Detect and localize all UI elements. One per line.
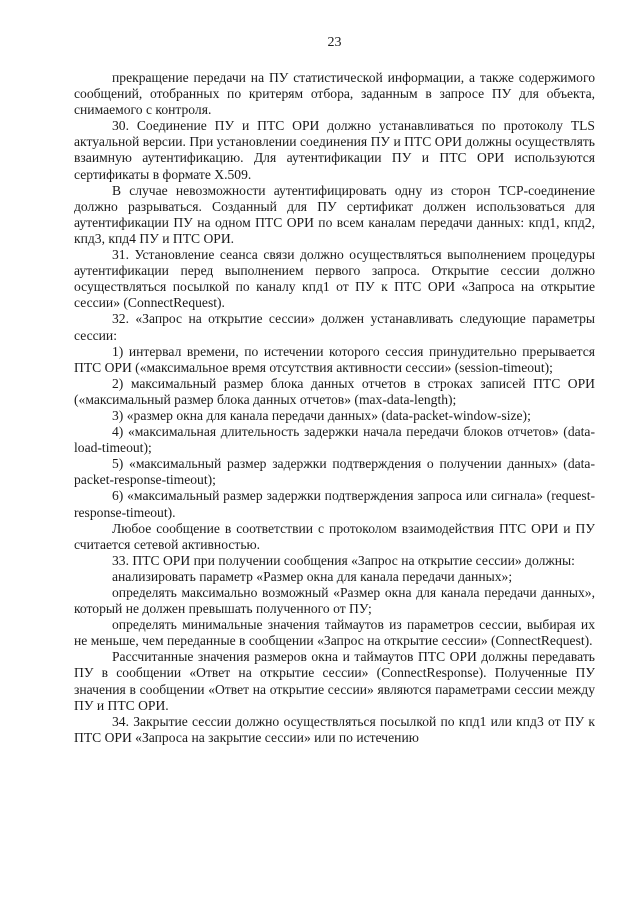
paragraph: 31. Установление сеанса связи должно осуществляться выполнением процедуры аутентификации перед выполнением первого запроса. Открытие сессии должно осуществляться посылкой по каналу кпд1 от ПУ к ПТС ОРИ «Запроса на открытие сессии» (ConnectRequest). — [74, 247, 595, 311]
paragraph: Рассчитанные значения размеров окна и таймаутов ПТС ОРИ должны передавать ПУ в сообщении «Ответ на открытие сессии» (ConnectResponse). Полученные ПУ значения в сообщении «Ответ на открытие сессии» являются параметрами сессии между ПУ и ПТС ОРИ. — [74, 649, 595, 713]
paragraph: определять максимально возможный «Размер окна для канала передачи данных», который не должен превышать полученного от ПУ; — [74, 585, 595, 617]
paragraph: 34. Закрытие сессии должно осуществляться посылкой по кпд1 или кпд3 от ПУ к ПТС ОРИ «Запроса на закрытие сессии» или по истечению — [74, 713, 595, 745]
paragraph: 4) «максимальная длительность задержки начала передачи блоков отчетов» (data-load-timeout); — [74, 424, 595, 456]
paragraph: 33. ПТС ОРИ при получении сообщения «Запрос на открытие сессии» должны: — [112, 552, 575, 568]
paragraph: 5) «максимальный размер задержки подтверждения о получении данных» (data-packet-response-timeout); — [74, 456, 595, 488]
document-page — [74, 34, 595, 746]
paragraph: Любое сообщение в соответствии с протоколом взаимодействия ПТС ОРИ и ПУ считается сетевой активностью. — [74, 520, 595, 552]
paragraph: определять минимальные значения таймаутов из параметров сессии, выбирая их не меньше, чем переданные в сообщении «Запрос на открытие сессии» (ConnectRequest). — [74, 617, 595, 649]
paragraph: 30. Соединение ПУ и ПТС ОРИ должно устанавливаться по протоколу TLS актуальной версии. При установлении соединения ПУ и ПТС ОРИ должны осуществлять взаимную аутентификацию. Для аутентификации ПУ и ПТС ОРИ используются сертификаты в формате X.509. — [74, 118, 595, 182]
body-text — [74, 70, 595, 746]
paragraph: прекращение передачи на ПУ статистической информации, а также содержимого сообщений, отобранных по критерям отбора, заданным в запросе ПУ для объекта, снимаемого с контроля. — [74, 70, 595, 118]
paragraph: 32. «Запрос на открытие сессии» должен устанавливать следующие параметры сессии: — [74, 311, 595, 343]
paragraph: 3) «размер окна для канала передачи данных» (data-packet-window-size); — [112, 407, 531, 423]
page-number: 23 — [327, 35, 342, 50]
paragraph: анализировать параметр «Размер окна для канала передачи данных»; — [112, 568, 513, 584]
paragraph: 2) максимальный размер блока данных отчетов в строках записей ПТС ОРИ («максимальный размер блока данных отчетов» (max-data-length); — [74, 375, 595, 407]
paragraph: В случае невозможности аутентифицировать одну из сторон TCP-соединение должно разрываться. Созданный для ПУ сертификат должен использоваться для аутентификации ПУ на одном ПТС ОРИ по всем каналам передачи данных: кпд1, кпд2, кпд3, кпд4 ПУ и ПТС ОРИ. — [74, 182, 595, 246]
paragraph: 1) интервал времени, по истечении которого сессия принудительно прерывается ПТС ОРИ («максимальное время отсутствия активности сессии» (session-timeout); — [74, 343, 595, 375]
paragraph: 6) «максимальный размер задержки подтверждения запроса или сигнала» (request-response-timeout). — [74, 488, 595, 520]
